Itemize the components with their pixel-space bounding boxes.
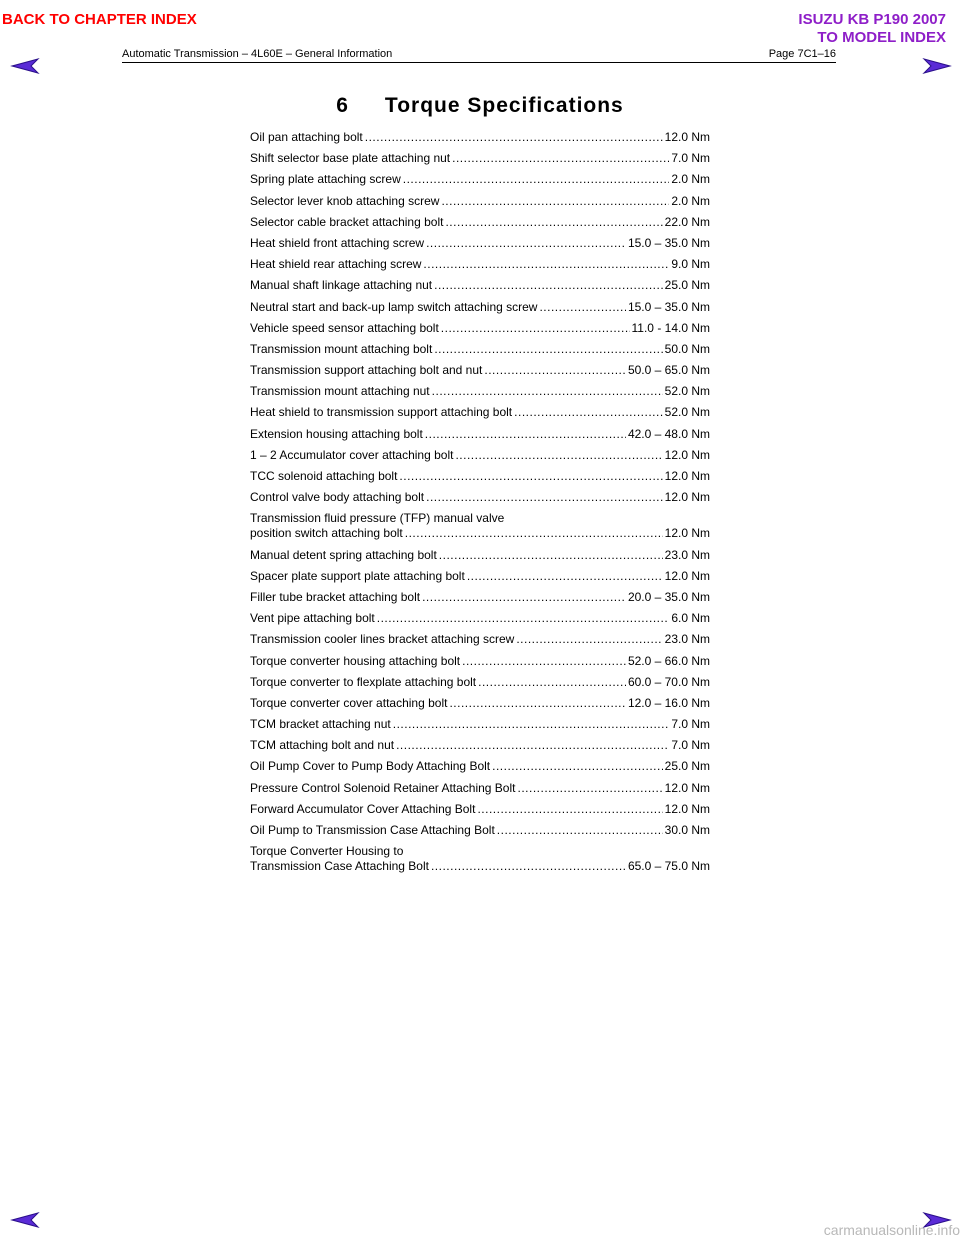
spec-value: 9.0 Nm: [671, 257, 710, 272]
header-divider: [122, 62, 836, 63]
spec-name-prefix: Torque Converter Housing to: [250, 844, 404, 859]
section-title: Torque Specifications: [384, 94, 624, 117]
spec-row: [250, 717, 710, 732]
dot-leader: [449, 696, 625, 711]
spec-name: Transmission Case Attaching Bolt: [250, 859, 429, 874]
watermark: carmanualsonline.info: [823, 1222, 960, 1238]
spec-row: [250, 194, 710, 209]
dot-leader: [405, 526, 663, 541]
dot-leader: [452, 151, 669, 166]
header-page-number: Page 7C1–16: [768, 48, 836, 60]
spec-row: [250, 590, 710, 605]
spec-value: 23.0 Nm: [664, 632, 710, 647]
spec-value: 42.0 – 48.0 Nm: [627, 426, 710, 441]
spec-value: 25.0 Nm: [664, 278, 710, 293]
dot-leader: [439, 548, 663, 563]
spec-row: [250, 675, 710, 690]
dot-leader: [423, 257, 669, 272]
spec-name-prefix: Transmission fluid pressure (TFP) manual valve: [250, 511, 505, 526]
spec-name: Transmission mount attaching nut: [250, 384, 430, 399]
spec-value: 12.0 Nm: [664, 469, 710, 483]
spec-row: [250, 172, 710, 187]
spec-row: [250, 236, 710, 251]
spec-row: [250, 384, 710, 399]
spec-value: 12.0 Nm: [664, 526, 710, 541]
spec-row: [250, 696, 710, 711]
spec-row: [250, 548, 710, 563]
spec-name: Manual detent spring attaching bolt: [250, 547, 437, 562]
spec-row: [250, 215, 710, 230]
spec-name: Vehicle speed sensor attaching bolt: [250, 320, 439, 335]
spec-value: 20.0 – 35.0 Nm: [627, 589, 710, 604]
spec-row: [250, 511, 710, 541]
spec-value: 12.0 Nm: [664, 130, 710, 144]
model-title[interactable]: ISUZU KB P190 2007: [798, 11, 946, 28]
spec-name: TCC solenoid attaching bolt: [250, 469, 398, 483]
dot-leader: [445, 215, 662, 230]
spec-value: 52.0 – 66.0 Nm: [627, 653, 710, 668]
spec-name: Control valve body attaching bolt: [250, 490, 425, 505]
spec-value: 2.0 Nm: [671, 172, 710, 187]
spec-name: Filler tube bracket attaching bolt: [250, 589, 421, 604]
spec-row: [250, 802, 710, 817]
spec-name: Shift selector base plate attaching nut: [250, 151, 451, 166]
spec-value: 2.0 Nm: [671, 193, 710, 208]
spec-name: Selector lever knob attaching screw: [250, 193, 440, 208]
spec-value: 15.0 – 35.0 Nm: [627, 235, 710, 250]
arrow-left-icon: [10, 58, 40, 74]
dot-leader: [441, 321, 630, 336]
spec-name: Spring plate attaching screw: [250, 172, 401, 187]
spec-value: 15.0 – 35.0 Nm: [627, 299, 710, 314]
spec-name: position switch attaching bolt: [250, 526, 403, 541]
arrow-right-icon: [922, 58, 952, 74]
spec-value: 25.0 Nm: [664, 759, 710, 774]
dot-leader: [434, 342, 662, 357]
dot-leader: [396, 738, 669, 753]
spec-value: 7.0 Nm: [671, 151, 710, 166]
spec-name: Forward Accumulator Cover Attaching Bolt: [250, 801, 476, 816]
dot-leader: [425, 427, 626, 442]
spec-value: 52.0 Nm: [664, 405, 710, 420]
spec-row: [250, 427, 710, 442]
dot-leader: [455, 448, 662, 463]
spec-name: Oil Pump to Transmission Case Attaching Bolt: [250, 823, 495, 837]
header-section-title: Automatic Transmission – 4L60E – General Information: [122, 48, 393, 60]
spec-row: [250, 569, 710, 584]
dot-leader: [514, 405, 662, 420]
spec-value: 22.0 Nm: [664, 214, 710, 229]
spec-name: Vent pipe attaching bolt: [250, 611, 375, 626]
spec-name: Oil pan attaching bolt: [250, 130, 363, 144]
spec-row: [250, 654, 710, 669]
spec-value: 12.0 Nm: [664, 568, 710, 583]
dot-leader: [422, 590, 626, 605]
spec-row: [250, 130, 710, 145]
dot-leader: [426, 236, 626, 251]
spec-row: [250, 759, 710, 774]
dot-leader: [492, 759, 663, 774]
spec-row: [250, 321, 710, 336]
dot-leader: [441, 194, 669, 209]
spec-name: Spacer plate support plate attaching bolt: [250, 568, 465, 583]
section-heading: [0, 94, 960, 118]
dot-leader: [399, 469, 662, 484]
spec-value: 7.0 Nm: [671, 717, 710, 732]
dot-leader: [432, 384, 663, 399]
spec-name: Torque converter to flexplate attaching bolt: [250, 674, 477, 689]
spec-name: Torque converter housing attaching bolt: [250, 653, 461, 668]
spec-row: [250, 257, 710, 272]
spec-value: 6.0 Nm: [671, 611, 710, 626]
dot-leader: [431, 859, 626, 874]
spec-name: TCM attaching bolt and nut: [250, 738, 395, 753]
spec-row: [250, 405, 710, 420]
spec-name: Neutral start and back-up lamp switch attaching screw: [250, 299, 538, 314]
spec-value: 65.0 – 75.0 Nm: [627, 859, 710, 874]
dot-leader: [516, 632, 662, 647]
to-model-index[interactable]: TO MODEL INDEX: [817, 29, 946, 46]
dot-leader: [517, 781, 662, 796]
spec-row: [250, 342, 710, 357]
spec-value: 60.0 – 70.0 Nm: [627, 674, 710, 689]
spec-name: Oil Pump Cover to Pump Body Attaching Bolt: [250, 759, 491, 774]
spec-row: [250, 738, 710, 753]
spec-row: [250, 278, 710, 293]
spec-row: [250, 823, 710, 838]
spec-name: TCM bracket attaching nut: [250, 717, 391, 732]
dot-leader: [377, 611, 670, 626]
spec-row: [250, 448, 710, 463]
spec-name: Selector cable bracket attaching bolt: [250, 214, 444, 229]
dot-leader: [434, 278, 663, 293]
dot-leader: [497, 823, 663, 838]
spec-value: 12.0 Nm: [664, 780, 710, 795]
spec-value: 11.0 - 14.0 Nm: [631, 320, 710, 335]
dot-leader: [426, 490, 663, 505]
spec-name: Manual shaft linkage attaching nut: [250, 278, 433, 293]
dot-leader: [539, 300, 625, 315]
spec-value: 52.0 Nm: [664, 384, 710, 399]
model-index-link[interactable]: [798, 11, 946, 47]
dot-leader: [462, 654, 626, 669]
dot-leader: [467, 569, 663, 584]
dot-leader: [477, 802, 662, 817]
dot-leader: [478, 675, 626, 690]
spec-row: [250, 363, 710, 378]
back-to-chapter-index-link[interactable]: BACK TO CHAPTER INDEX: [2, 11, 197, 28]
spec-value: 12.0 Nm: [664, 447, 710, 462]
next-page-arrow-top[interactable]: [922, 58, 952, 74]
spec-row: [250, 490, 710, 505]
dot-leader: [393, 717, 670, 732]
spec-name: Heat shield to transmission support attaching bolt: [250, 405, 513, 420]
spec-value: 12.0 Nm: [664, 801, 710, 816]
spec-row: [250, 469, 710, 484]
spec-value: 12.0 Nm: [664, 490, 710, 505]
spec-name: Extension housing attaching bolt: [250, 426, 423, 441]
spec-name: Torque converter cover attaching bolt: [250, 695, 448, 710]
spec-name: Transmission cooler lines bracket attaching screw: [250, 632, 515, 647]
dot-leader: [365, 130, 663, 145]
spec-row: [250, 632, 710, 647]
spec-row: [250, 611, 710, 626]
spec-row: [250, 300, 710, 315]
torque-spec-list: [250, 130, 710, 880]
arrow-left-icon: [10, 1212, 40, 1228]
spec-value: 50.0 Nm: [664, 341, 710, 356]
prev-page-arrow-bottom[interactable]: [10, 1212, 40, 1228]
spec-value: 30.0 Nm: [664, 823, 710, 837]
spec-value: 12.0 – 16.0 Nm: [627, 695, 710, 710]
spec-name: Heat shield front attaching screw: [250, 235, 425, 250]
spec-value: 23.0 Nm: [664, 547, 710, 562]
spec-value: 50.0 – 65.0 Nm: [627, 363, 710, 378]
dot-leader: [484, 363, 626, 378]
spec-row: [250, 151, 710, 166]
prev-page-arrow-top[interactable]: [10, 58, 40, 74]
spec-row: [250, 781, 710, 796]
spec-value: 7.0 Nm: [671, 738, 710, 753]
spec-name: Pressure Control Solenoid Retainer Attaching Bolt: [250, 780, 516, 795]
section-number: 6: [336, 94, 349, 117]
spec-row: [250, 844, 710, 874]
spec-name: Transmission mount attaching bolt: [250, 341, 433, 356]
dot-leader: [403, 172, 670, 187]
spec-name: Transmission support attaching bolt and nut: [250, 363, 483, 378]
spec-name: 1 – 2 Accumulator cover attaching bolt: [250, 447, 454, 462]
spec-name: Heat shield rear attaching screw: [250, 257, 422, 272]
